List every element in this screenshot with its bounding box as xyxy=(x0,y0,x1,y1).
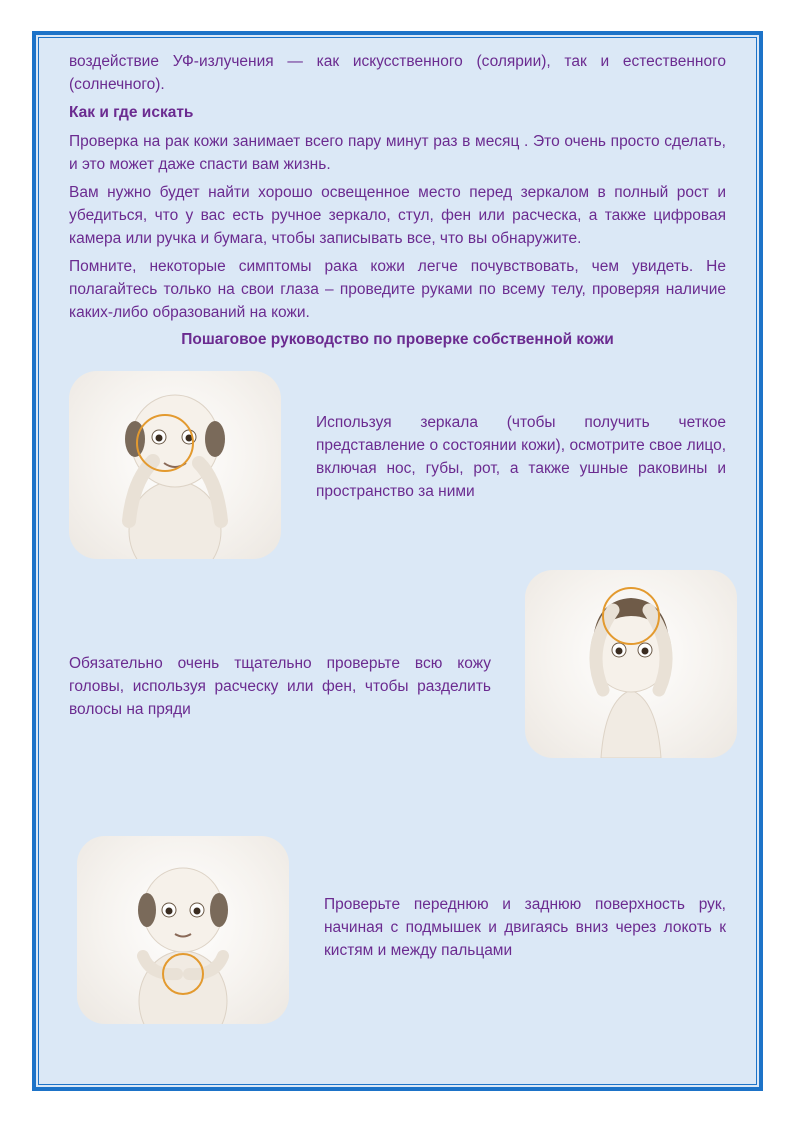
step-2-text: Обязательно очень тщательно проверьте всю кожу головы, используя расческу или фен, чтобы разделить волосы на пряди xyxy=(69,655,491,718)
scalp-check-figure-icon xyxy=(525,570,737,758)
hands-check-figure-icon xyxy=(77,836,289,1024)
paragraph-1: Проверка на рак кожи занимает всего пару минут раз в месяц . Это очень просто сделать, и это может даже спасти вам жизнь. xyxy=(69,133,726,173)
hands-check-illustration xyxy=(77,836,289,1024)
face-check-figure-icon xyxy=(69,371,281,559)
scalp-check-illustration xyxy=(525,570,737,758)
face-check-illustration xyxy=(69,371,281,559)
intro-paragraph-tail: воздействие УФ-излучения — как искусственного (солярии), так и естественного (солнечного). xyxy=(69,53,726,93)
guide-title: Пошаговое руководство по проверке собственной кожи xyxy=(181,331,614,348)
paragraph-3: Помните, некоторые симптомы рака кожи легче почувствовать, чем увидеть. Не полагайтесь только на свои глаза – проведите руками по всему телу, проверяя наличие каких-либо образований на кожи. xyxy=(69,258,726,321)
paragraph-2: Вам нужно будет найти хорошо освещенное место перед зеркалом в полный рост и убедиться, что у вас есть ручное зеркало, стул, фен или расческа, а также цифровая камера или ручка и бумага, чтобы записывать все, что вы обнаружите. xyxy=(69,184,726,247)
step-1-text: Используя зеркала (чтобы получить четкое представление о состоянии кожи), осмотрите свое лицо, включая нос, губы, рот, а также ушные раковины и пространство за ними xyxy=(316,414,726,500)
section-heading: Как и где искать xyxy=(69,104,194,121)
step-3-text: Проверьте переднюю и заднюю поверхность рук, начиная с подмышек и двигаясь вниз через локоть к кистям и между пальцами xyxy=(324,896,726,959)
